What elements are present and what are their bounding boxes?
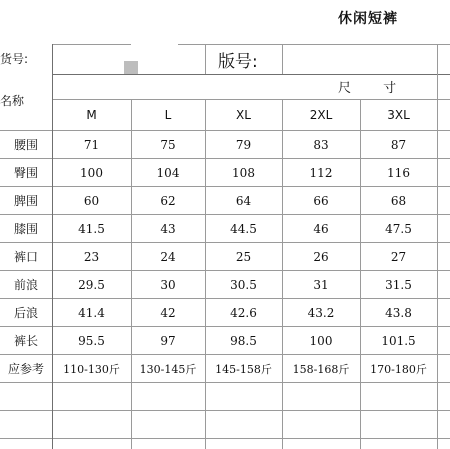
table-cell: 100 [80,165,103,180]
table-cell: 30.5 [230,277,257,292]
row-label: 前浪 [13,278,38,292]
size-m: M [86,108,97,122]
style-number-label: 货号: [0,52,29,66]
table-cell: 24 [160,249,176,264]
table-cell: 97 [160,333,176,348]
table-cell: 101.5 [381,333,416,348]
table-cell: 60 [83,193,100,208]
table-cell: 62 [160,193,176,208]
table-cell: 23 [83,249,100,264]
table-cell: 31 [313,277,329,292]
row-label: 脾围 [13,194,38,208]
table-cell: 110-130斤 [63,362,120,376]
table-cell: 41.5 [78,221,105,236]
table-cell: 158-168斤 [292,362,350,376]
table-cell: 145-158斤 [215,362,272,376]
table-cell: 43 [160,221,176,236]
table-cell: 30 [160,277,176,292]
table-cell: 83 [313,137,329,152]
table-cell: 46 [313,221,329,236]
table-cell: 68 [390,193,407,208]
row-label: 应参考 [7,362,44,376]
row-label: 腰围 [13,138,38,152]
table-cell: 43.2 [307,305,335,320]
table-cell: 108 [232,165,255,180]
version-number-label: 版号: [218,52,258,72]
table-cell: 79 [235,137,252,152]
row-label: 裤口 [13,250,38,264]
image-placeholder [124,61,138,75]
table-cell: 43.8 [385,305,412,320]
row-label: 膝围 [13,222,38,236]
table-cell: 95.5 [78,333,105,348]
table-cell: 27 [390,249,407,264]
table-cell: 42.6 [230,305,257,320]
table-cell: 170-180斤 [370,362,427,376]
table-cell: 29.5 [78,277,105,292]
table-cell: 87 [390,137,407,152]
table-cell: 100 [309,333,333,348]
table-cell: 26 [313,249,329,264]
table-cell: 104 [156,165,180,180]
table-cell: 116 [387,165,410,180]
row-label: 裤长 [13,334,38,348]
size-l: L [164,108,172,122]
size-3xl: 3XL [387,108,410,122]
table-cell: 75 [160,137,176,152]
table-cell: 66 [313,193,329,208]
table-cell: 71 [83,137,100,152]
row-label: 后浪 [13,306,38,320]
table-cell: 44.5 [230,221,257,236]
table-cell: 64 [235,193,252,208]
table-cell: 130-145斤 [139,362,197,376]
page-title: 休闲短裤 [338,11,398,27]
table-cell: 98.5 [230,333,257,348]
table-cell: 42 [160,305,176,320]
size-xl: XL [236,108,251,122]
table-cell: 31.5 [385,277,412,292]
table-cell: 47.5 [385,221,412,236]
row-label: 臀围 [13,166,38,180]
size-2xl: 2XL [309,108,333,122]
table-cell: 25 [235,249,252,264]
name-header: 名称 [0,94,25,108]
table-cell: 112 [309,165,333,180]
table-cell: 41.4 [78,305,105,320]
size-header: 尺 寸 [338,81,411,96]
